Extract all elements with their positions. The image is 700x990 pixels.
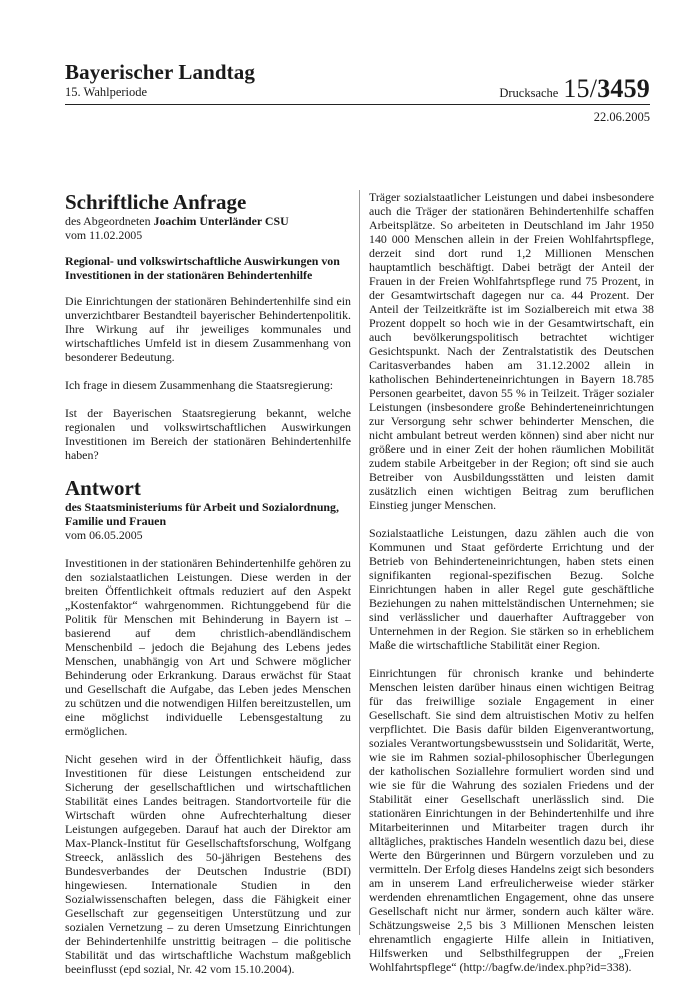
answer-title: Antwort: [65, 476, 141, 500]
document-number-prefix: 15/: [563, 74, 598, 103]
answer-paragraph: Träger sozialstaatlicher Leistungen und dabei insbesondere auch die Träger der stationären Behindertenhilfe schaffen Arbeitsplätze. So arbeiteten in Deutschland im Jahr 1950 140 000 Menschen allein in der Freien Wohlfahrtspflege, derzeit sind dort rund 1,2 Millionen Menschen hauptamtlich beschäftigt. Dabei beträgt der Anteil der Frauen in der Freien Wohlfahrtspflege rund 75 Prozent, in der Gesamtwirtschaft dagegen nur ca. 44 Prozent. Der Anteil der Teilzeitkräfte ist im Sozialbereich mit etwa 38 Prozent doppelt so hoch wie in der Gesamtwirtschaft, ein auch bevölkerungspolitisch betrachtet wichtiger Gesichtspunkt. Nach der Zentralstatistik des Deutschen Caritasverbandes haben am 31.12.2002 allein in katholischen Behinderteneinrichtungen in Bayern 18.785 Personen gearbeitet, davon 55 % in Teilzeit. Träger sozialer Leistungen (insbesondere große Behinderteneinrichtungen zur Versorgung sehr schwer behinderter Menschen, die nicht ambulant betreut werden können) sind aber nicht nur größere und in einer Zeit der hohen räumlichen Mobilität zudem stabile Arbeitgeber in der Region; oft sind sie auch Betreiber von Ausbildungsstätten und leisten damit zusätzlich einen wichtigen Beitrag zum beruflichen Einstieg junger Menschen.: [369, 190, 654, 512]
document-reference: [499, 74, 650, 104]
answer-paragraph: Nicht gesehen wird in der Öffentlichkeit häufig, dass Investitionen für diese Leistungen entscheidend zur Sicherung der gesellschaftlichen und wirtschaftlichen Stabilität eines Landes beitragen. Standortvorteile für die Wirtschaft würden ohne Aufrechterhaltung dieser Leistungen aufgegeben. Darauf hat auch der Direktor am Max-Planck-Institut für Gesellschaftsforschung, Wolfgang Streeck, anlässlich des 50-jährigen Bestehens des Bundesverbandes der Deutschen Industrie (BDI) hingewiesen. Internationale Studien in den Sozialwissenschaften belegen, dass die Fähigkeit einer Gesellschaft zur gegenseitigen Unterstützung und zur sozialen Vernetzung – zu deren Umsetzung Einrichtungen der Behindertenhilfe unstrittig beitragen – die politische Stabilität und das wirtschaftliche Wachstum maßgeblich beeinflusst (epd sozial, Nr. 42 vom 15.10.2004).: [65, 752, 351, 976]
inquiry-title: Schriftliche Anfrage: [65, 190, 247, 214]
inquiry-paragraph: Ich frage in diesem Zusammenhang die Staatsregierung:: [65, 378, 334, 392]
inquiry-paragraph: Die Einrichtungen der stationären Behindertenhilfe sind ein unverzichtbarer Bestandteil bayerischer Behindertenpolitik. Ihre Wirkung auf ihr jeweiliges kommunales und wirtschaftliches Umfeld ist in diesem Zusammenhang von besonderer Bedeutung.: [65, 294, 351, 364]
inquiry-subject: Regional- und volkswirtschaftliche Auswirkungen von Investitionen in der stationären Behindertenhilfe: [65, 254, 340, 282]
inquiry-author-prefix: des Abgeordneten: [65, 214, 154, 228]
parliament-title: Bayerischer Landtag: [65, 60, 255, 84]
header-divider: [65, 104, 650, 105]
legislative-period: 15. Wahlperiode: [65, 85, 148, 99]
inquiry-date: vom 11.02.2005: [65, 228, 143, 242]
document-number-main: 3459: [597, 74, 650, 103]
answer-paragraph: Einrichtungen für chronisch kranke und behinderte Menschen leisten darüber hinaus einen wichtigen Beitrag für das freiwillige soziale Engagement in einer Gesellschaft. Sie sind dem altruistischen Motiv zu helfen verpflichtet. Die Basis dafür bilden Eigenverantwortung, soziales Verantwortungsbewusstsein und Solidarität, Werte, wie sie im Rahmen sozial-philosophischer Überlegungen der katholischen Soziallehre formuliert worden sind und wie sie für die Wahrung des sozialen Friedens und der Stabilität einer Gesellschaft unerlässlich sind. Die stationären Einrichtungen in der Behindertenhilfe und ihre Mitarbeiterinnen und Mitarbeiter tragen durch ihr alltägliches, praktisches Handeln wesentlich dazu bei, diese Werte den Bürgerinnen und Bürgern vorzuleben und zu vermitteln. Der Erfolg dieses Handelns zeigt sich besonders am in unserem Land erfreulicherweise wieder stärker werdenden ehrenamtlichen Engagement, ohne das unsere Gesellschaft nicht nur ärmer, sondern auch kälter wäre. Schätzungsweise 2,5 bis 3 Millionen Menschen leisten ehrenamtlich engagierte Hilfe allein in Initiativen, Hilfswerken und Selbsthilfegruppen der „Freien Wohlfahrtspflege“ (http://bagfw.de/index.php?id=338).: [369, 666, 654, 974]
right-column: [369, 190, 654, 988]
column-divider: [359, 190, 360, 935]
answer-ministry: des Staatsministeriums für Arbeit und Sozialordnung, Familie und Frauen: [65, 500, 339, 528]
answer-date: vom 06.05.2005: [65, 528, 143, 542]
document-date: 22.06.2005: [593, 110, 650, 124]
document-number: [563, 74, 650, 104]
answer-paragraph: Sozialstaatliche Leistungen, dazu zählen auch die von Kommunen und Staat geförderte Errichtung und der Betrieb von Behinderteneinrichtungen, haben stets einen signifikanten regional-spezifischen Bezug. Solche Einrichtungen haben in aller Regel gute geschäftliche Beziehungen zu nahen mittelständischen Unternehmen; sie sind verlässlicher und dauerhafter Auftraggeber von Unternehmen in der Region. Sie stärken so in erheblichem Maße die wirtschaftliche Stabilität einer Region.: [369, 526, 654, 652]
inquiry-paragraph: Ist der Bayerischen Staatsregierung bekannt, welche regionalen und volkswirtschaftlichen Auswirkungen Investitionen im Bereich der stationären Behindertenhilfe haben?: [65, 406, 351, 462]
inquiry-author-name: Joachim Unterländer CSU: [153, 214, 289, 228]
document-label: Drucksache: [499, 86, 559, 100]
left-column: [65, 190, 351, 990]
inquiry-author: [65, 214, 351, 228]
answer-paragraph: Investitionen in der stationären Behindertenhilfe gehören zu den sozialstaatlichen Leistungen. Diese werden in der breiten Öffentlichkeit oftmals reduziert auf den Aspekt „Kostenfaktor“ wahrgenommen. Richtunggebend für die Politik für Menschen mit Behinderung in Bayern ist – basierend auf dem christlich-abendländischem Menschenbild – jedoch die Bejahung des Lebens jedes Menschen, unabhängig von Art und Schwere möglicher Behinderung oder Erkrankung. Daraus erwächst für Staat und Gesellschaft die Aufgabe, das Leben jedes Menschen zu schützen und die notwendigen Hilfen bereitzustellen, um eine möglichst individuelle Lebensgestaltung zu ermöglichen.: [65, 556, 351, 738]
